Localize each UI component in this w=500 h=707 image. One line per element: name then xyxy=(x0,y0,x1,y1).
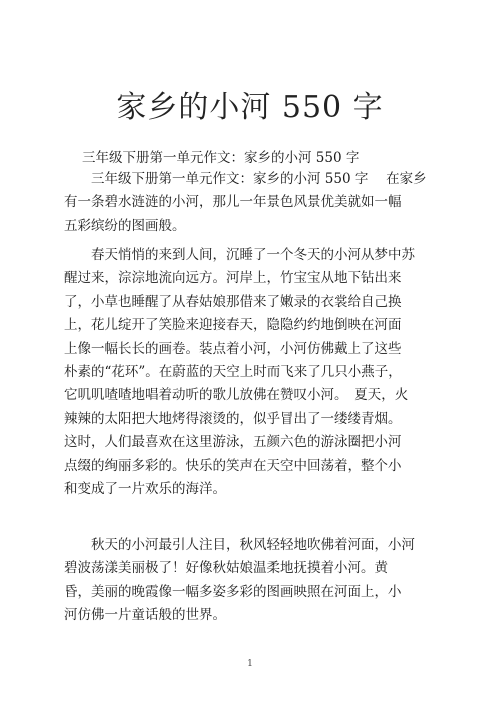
paragraph-line: 它叽叽喳喳地唱着动听的歌儿放佛在赞叹小河。 夏天，火 xyxy=(64,387,409,404)
paragraph-line: 秋天的小河最引人注目，秋风轻轻地吹佛着河面，小河 xyxy=(91,537,415,553)
paragraph-line: 醒过来，淙淙地流向远方。河岸上，竹宝宝从地下钻出来 xyxy=(64,270,402,287)
document-title: 家乡的小河 550 字 xyxy=(116,90,384,125)
paragraph-line: 上像一幅长长的画卷。装点着小河，小河仿佛戴上了这些 xyxy=(64,340,402,357)
paragraph-line: 碧波荡漾美丽极了！好像秋姑娘温柔地抚摸着小河。黄 xyxy=(64,560,388,577)
paragraph-line: 昏，美丽的晚霞像一幅多姿多彩的图画映照在河面上，小 xyxy=(64,583,402,600)
paragraph-line: 点缀的绚丽多彩的。快乐的笑声在天空中回荡着，整个小 xyxy=(64,457,402,474)
paragraph-1 xyxy=(64,168,442,238)
paragraph-3 xyxy=(64,534,442,628)
page-number: 1 xyxy=(247,659,253,669)
paragraph-line: 朴素的“花环”。在蔚蓝的天空上时而飞来了几只小燕子， xyxy=(64,363,402,380)
paragraph-line: 三年级下册第一单元作文：家乡的小河 550 字 在家乡 xyxy=(91,171,427,187)
paragraph-line: 河仿佛一片童话般的世界。 xyxy=(64,607,226,624)
paragraph-line: 春天悄悄的来到人间，沉睡了一个冬天的小河从梦中苏 xyxy=(91,247,415,263)
paragraph-line: 上，花儿绽开了笑脸来迎接春天，隐隐约约地倒映在河面 xyxy=(64,317,402,334)
paragraph-line: 辣辣的太阳把大地烤得滚烫的，似乎冒出了一缕缕青烟。 xyxy=(64,410,402,427)
paragraph-line: 这时，人们最喜欢在这里游泳，五颜六色的游泳圈把小河 xyxy=(64,434,402,451)
paragraph-line: 和变成了一片欢乐的海洋。 xyxy=(64,480,226,497)
paragraph-line: 有一条碧水涟涟的小河，那儿一年景色风景优美就如一幅 xyxy=(64,194,402,211)
paragraph-line: 了，小草也睡醒了从春姑娘那借来了嫩录的衣裳给自己换 xyxy=(64,293,402,310)
document-subtitle: 三年级下册第一单元作文：家乡的小河 550 字 xyxy=(82,150,360,166)
paragraph-line: 五彩缤纷的图画般。 xyxy=(64,217,186,234)
paragraph-2 xyxy=(64,244,442,501)
